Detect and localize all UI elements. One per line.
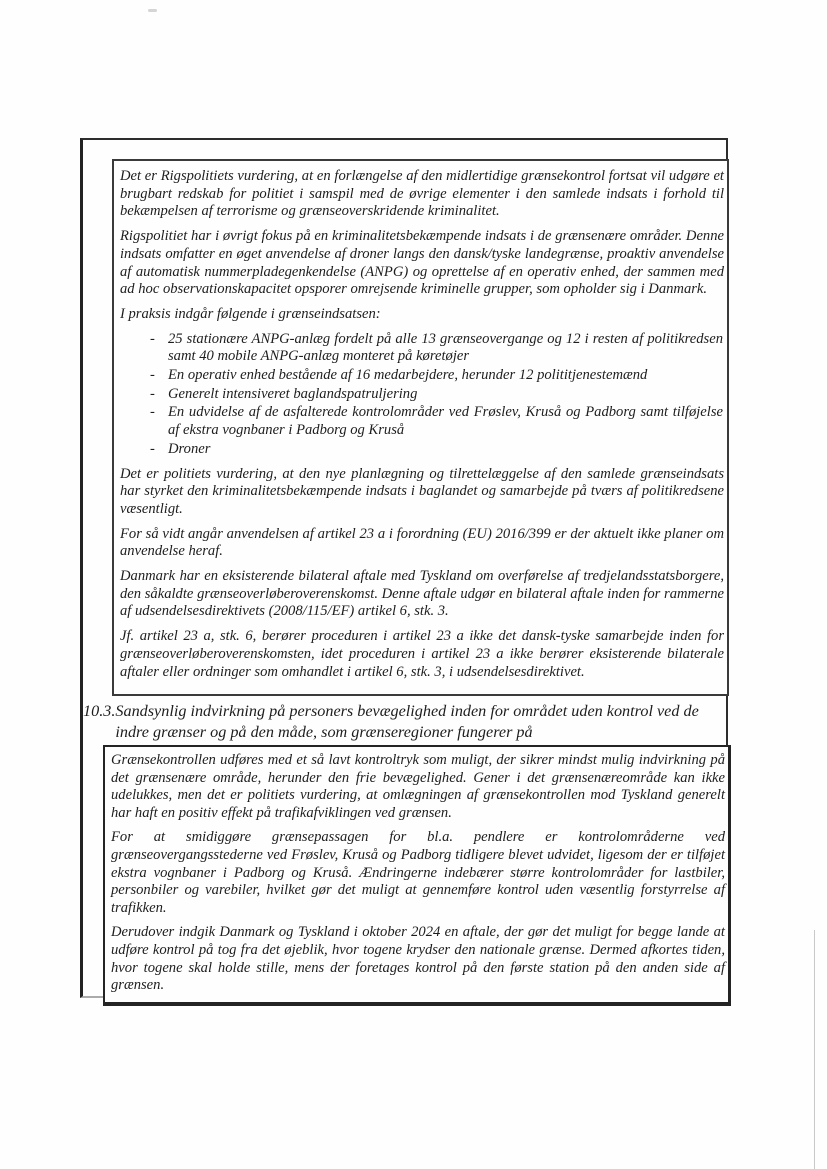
list-dash-marker: - bbox=[150, 404, 155, 421]
list-dash-marker: - bbox=[150, 440, 155, 457]
paragraph: For så vidt angår anvendelsen af artikel 23 a i forordning (EU) 2016/399 er der aktuelt ikke planer om anvendelse heraf. bbox=[120, 525, 724, 560]
list-item bbox=[150, 367, 724, 385]
list-dash-marker: - bbox=[150, 367, 155, 384]
text-block-border-impact bbox=[103, 745, 731, 1006]
list-item-text: En udvidelse af de asfalterede kontrolområder ved Frøslev, Kruså og Padborg samt tilføjelse af ekstra vognbaner i Padborg og Kruså bbox=[168, 404, 723, 439]
scan-artifact-line bbox=[814, 930, 815, 1169]
document-content bbox=[80, 159, 730, 1006]
paragraph: Det er politiets vurdering, at den nye planlægning og tilrettelæggelse af den samlede grænseindsats har styrket den kriminalitetsbekæmpende indsats i baglandet og samarbejde på tværs af politikredsene væsentligt. bbox=[120, 465, 724, 517]
list-item-text: 25 stationære ANPG-anlæg fordelt på alle 13 grænseovergange og 12 i resten af politikredsen samt 40 mobile ANPG-anlæg monteret på køretøjer bbox=[168, 330, 723, 365]
list-item-text: En operativ enhed bestående af 16 medarbejdere, herunder 12 polititjenestemænd bbox=[168, 367, 648, 384]
paragraph: For at smidiggøre grænsepassagen for bl.a. pendlere er kontrolområderne ved grænseovergangsstederne ved Frøslev, Kruså og Padborg tidligere blevet udvidet, ligesom der er tilføjet ekstra vognbaner i Padborg og Kruså. Ændringerne indebærer større kontrolområder for lastbiler, personbiler og varebiler, hvilket gør det muligt at gennemføre kontrol uden væsentlig forstyrrelse af trafikken. bbox=[111, 829, 725, 916]
list-item bbox=[150, 404, 724, 439]
list-item bbox=[150, 331, 724, 366]
list-dash-marker: - bbox=[150, 385, 155, 402]
paragraph: I praksis indgår følgende i grænseindsatsen: bbox=[120, 305, 381, 322]
text-block-border-assessment bbox=[112, 159, 729, 696]
dash-list bbox=[120, 331, 724, 459]
list-item-text: Droner bbox=[168, 440, 211, 457]
section-number: 10.3. bbox=[83, 702, 116, 720]
paragraph: Derudover indgik Danmark og Tyskland i oktober 2024 en aftale, der gør det muligt for begge lande at udføre kontrol på tog fra det øjeblik, hvor togene krydser den nationale grænse. Dermed afkortes tiden, hvor togene skal holde stille, mens der foretages kontrol på den første station på den anden side af grænsen. bbox=[111, 924, 725, 994]
list-item-text: Generelt intensiveret baglandspatruljering bbox=[168, 385, 418, 402]
list-item bbox=[150, 441, 724, 459]
section-heading-10-3 bbox=[83, 701, 728, 742]
paragraph: Det er Rigspolitiets vurdering, at en forlængelse af den midlertidige grænsekontrol fortsat vil udgøre et brugbart redskab for politiet i samspil med de øvrige elementer i den samlede indsats i forhold til bekæmpelsen af terrorisme og grænseoverskridende kriminalitet. bbox=[120, 168, 724, 220]
paragraph: Danmark har en eksisterende bilateral aftale med Tyskland om overførelse af tredjelandsstatsborgere, den såkaldte grænseoverløberoverenskomst. Denne aftale udgør en bilateral aftale inden for rammerne af udsendelsesdirektivets (2008/115/EF) artikel 6, stk. 3. bbox=[120, 568, 724, 620]
list-item bbox=[150, 386, 724, 404]
paragraph: Rigspolitiet har i øvrigt fokus på en kriminalitetsbekæmpende indsats i de grænsenære områder. Denne indsats omfatter en øget anvendelse af droner langs den dansk/tyske landegrænse, proaktiv anvendelse af automatisk nummerpladegenkendelse (ANPG) og oprettelse af en operativ enhed, der sammen med ad hoc observationskapacitet opsporer omrejsende kriminelle grupper, som opholder sig i Danmark. bbox=[120, 228, 724, 298]
section-title: Sandsynlig indvirkning på personers bevægelighed inden for området uden kontrol ved de indre grænser og på den måde, som grænseregioner fungerer på bbox=[115, 702, 699, 741]
scan-artifact-speck bbox=[148, 9, 157, 12]
paragraph: Grænsekontrollen udføres med et så lavt kontroltryk som muligt, der sikrer mindst mulig indvirkning på det grænsenære område, herunder den frie bevægelighed. Gener i det grænsenæreområde kan ikke udelukkes, men det er politiets vurdering, at omlægningen af grænsekontrollen mod Tyskland generelt har haft en positiv effekt på trafikafviklingen ved grænsen. bbox=[111, 752, 725, 821]
paragraph: Jf. artikel 23 a, stk. 6, berører proceduren i artikel 23 a ikke det dansk-tyske samarbejde inden for grænseoverløberoverenskomsten, idet proceduren i artikel 23 a ikke berører eksisterende bilaterale aftaler eller ordninger som omhandlet i artikel 6, stk. 3, i udsendelsesdirektivet. bbox=[120, 628, 724, 680]
list-dash-marker: - bbox=[150, 330, 155, 347]
